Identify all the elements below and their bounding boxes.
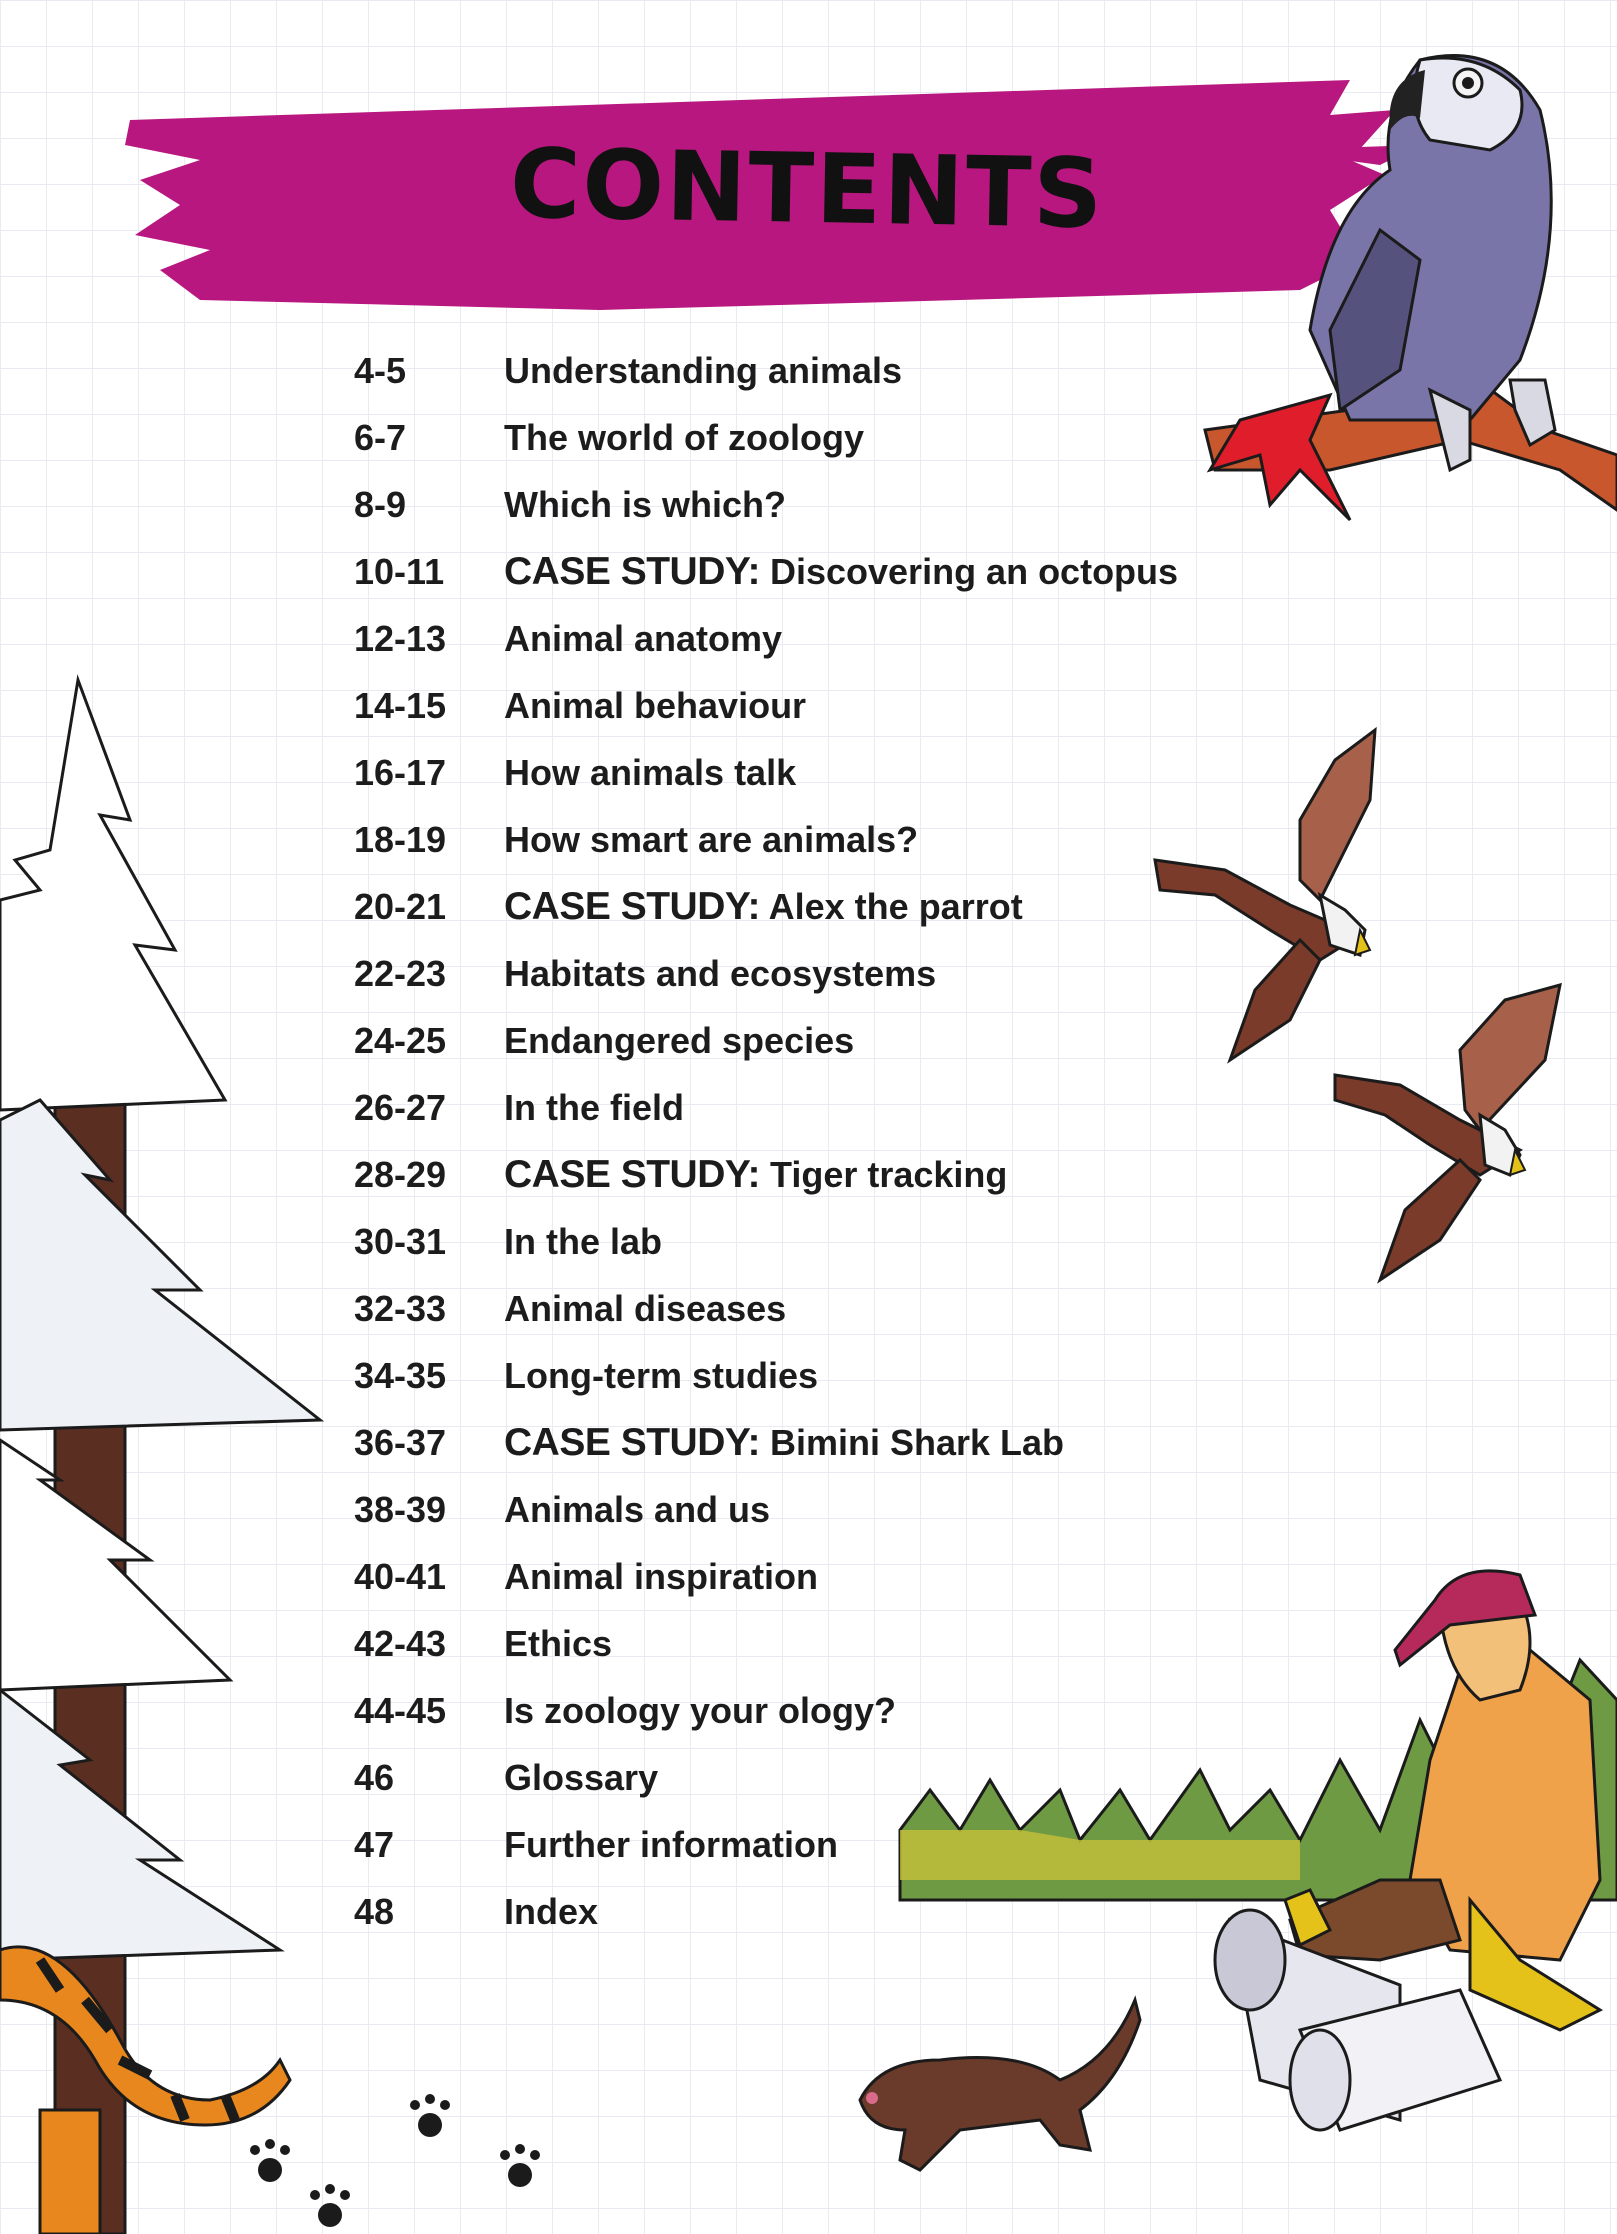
toc-entry-title xyxy=(504,1015,854,1067)
toc-page-number: 34-35 xyxy=(354,1355,447,1396)
toc-item xyxy=(354,1216,1254,1283)
toc-page-number: 46 xyxy=(354,1757,395,1798)
toc-item xyxy=(354,1551,1254,1618)
toc-item xyxy=(354,546,1254,613)
toc-item xyxy=(354,1350,1254,1417)
toc-page-number: 48 xyxy=(354,1891,395,1932)
toc-page-number: 16-17 xyxy=(354,752,447,793)
toc-item xyxy=(354,948,1254,1015)
paw-prints xyxy=(250,2094,540,2227)
toc-entry-title xyxy=(504,1350,818,1402)
toc-page-number: 10-11 xyxy=(354,551,445,592)
toc-item xyxy=(354,881,1254,948)
toc-page-number: 36-37 xyxy=(354,1422,447,1463)
toc-title-text: Tiger tracking xyxy=(769,1154,1008,1195)
toc-page-number: 8-9 xyxy=(354,484,407,525)
toc-item xyxy=(354,1015,1254,1082)
toc-item xyxy=(354,1484,1254,1551)
toc-title-text: Which is which? xyxy=(504,484,787,525)
toc-entry-title xyxy=(504,1417,1064,1469)
toc-item xyxy=(354,1082,1254,1149)
toc-title-text: Glossary xyxy=(504,1757,659,1798)
toc-entry-title xyxy=(504,479,786,531)
toc-entry-title xyxy=(504,1752,658,1804)
toc-title-text: Bimini Shark Lab xyxy=(769,1422,1065,1463)
toc-item xyxy=(354,412,1254,479)
animal-illustration xyxy=(860,2000,1140,2170)
toc-item xyxy=(354,613,1254,680)
eagle-illustration-2 xyxy=(1335,985,1560,1280)
toc-page-number: 42-43 xyxy=(354,1623,447,1664)
toc-title-text: In the lab xyxy=(504,1221,663,1262)
toc-item xyxy=(354,479,1254,546)
toc-item xyxy=(354,1149,1254,1216)
toc-entry-title xyxy=(504,546,1178,598)
toc-title-text: Further information xyxy=(504,1824,838,1865)
toc-entry-title xyxy=(504,1685,896,1737)
toc-title-text: Discovering an octopus xyxy=(769,551,1179,592)
toc-entry-title xyxy=(504,948,936,1000)
toc-title-text: Alex the parrot xyxy=(768,886,1023,927)
toc-title-text: Endangered species xyxy=(504,1020,855,1061)
case-study-label: CASE STUDY: xyxy=(504,1153,760,1196)
toc-entry-title xyxy=(504,680,806,732)
page-title: CONTENTS xyxy=(509,127,1106,251)
toc-page-number: 32-33 xyxy=(354,1288,447,1329)
toc-item xyxy=(354,1886,1254,1953)
toc-entry-title xyxy=(504,1886,598,1938)
toc-title-text: How animals talk xyxy=(504,752,797,793)
toc-title-text: In the field xyxy=(504,1087,684,1128)
toc-page-number: 30-31 xyxy=(354,1221,447,1262)
toc-page-number: 12-13 xyxy=(354,618,447,659)
toc-page-number: 40-41 xyxy=(354,1556,447,1597)
toc-entry-title xyxy=(504,1149,1007,1201)
toc-item xyxy=(354,1752,1254,1819)
toc-page-number: 6-7 xyxy=(354,417,407,458)
toc-title-text: Animal inspiration xyxy=(504,1556,819,1597)
toc-entry-title xyxy=(504,1551,818,1603)
toc-entry-title xyxy=(504,1618,612,1670)
toc-item xyxy=(354,1819,1254,1886)
toc-page-number: 14-15 xyxy=(354,685,447,726)
toc-title-text: Understanding animals xyxy=(504,350,903,391)
toc-entry-title xyxy=(504,747,796,799)
toc-item xyxy=(354,680,1254,747)
toc-entry-title xyxy=(504,412,864,464)
toc-page-number: 26-27 xyxy=(354,1087,447,1128)
toc-entry-title xyxy=(504,1216,662,1268)
toc-item xyxy=(354,1685,1254,1752)
toc-title-text: Ethics xyxy=(504,1623,613,1664)
toc-item xyxy=(354,1283,1254,1350)
case-study-label: CASE STUDY: xyxy=(504,550,760,593)
toc-title-text: Animal behaviour xyxy=(504,685,807,726)
tiger-tail-illustration xyxy=(0,1947,290,2234)
toc-page-number: 22-23 xyxy=(354,953,447,994)
toc-entry-title xyxy=(504,1283,786,1335)
toc-entry-title xyxy=(504,814,918,866)
toc-title-text: Long-term studies xyxy=(504,1355,819,1396)
toc-title-text: Animal diseases xyxy=(504,1288,787,1329)
toc-title-text: Animal anatomy xyxy=(504,618,783,659)
toc-page-number: 28-29 xyxy=(354,1154,447,1195)
toc-page-number: 20-21 xyxy=(354,886,447,927)
case-study-label: CASE STUDY: xyxy=(504,1421,760,1464)
case-study-label: CASE STUDY: xyxy=(504,885,760,928)
toc-entry-title xyxy=(504,1484,770,1536)
toc-item xyxy=(354,747,1254,814)
toc-page-number: 4-5 xyxy=(354,350,407,391)
toc-title-text: How smart are animals? xyxy=(504,819,919,860)
table-of-contents xyxy=(354,345,1254,1953)
toc-entry-title xyxy=(504,1819,838,1871)
toc-entry-title xyxy=(504,881,1023,933)
toc-entry-title xyxy=(504,1082,684,1134)
toc-page-number: 38-39 xyxy=(354,1489,447,1530)
toc-title-text: Habitats and ecosystems xyxy=(504,953,937,994)
toc-page-number: 47 xyxy=(354,1824,395,1865)
toc-title-text: Animals and us xyxy=(504,1489,771,1530)
toc-page-number: 44-45 xyxy=(354,1690,447,1731)
toc-item xyxy=(354,345,1254,412)
toc-entry-title xyxy=(504,613,782,665)
toc-title-text: The world of zoology xyxy=(504,417,864,458)
toc-page-number: 18-19 xyxy=(354,819,447,860)
toc-entry-title xyxy=(504,345,902,397)
toc-item xyxy=(354,814,1254,881)
toc-item xyxy=(354,1618,1254,1685)
toc-title-text: Is zoology your ology? xyxy=(504,1690,897,1731)
toc-title-text: Index xyxy=(504,1891,599,1932)
toc-item xyxy=(354,1417,1254,1484)
toc-page-number: 24-25 xyxy=(354,1020,447,1061)
